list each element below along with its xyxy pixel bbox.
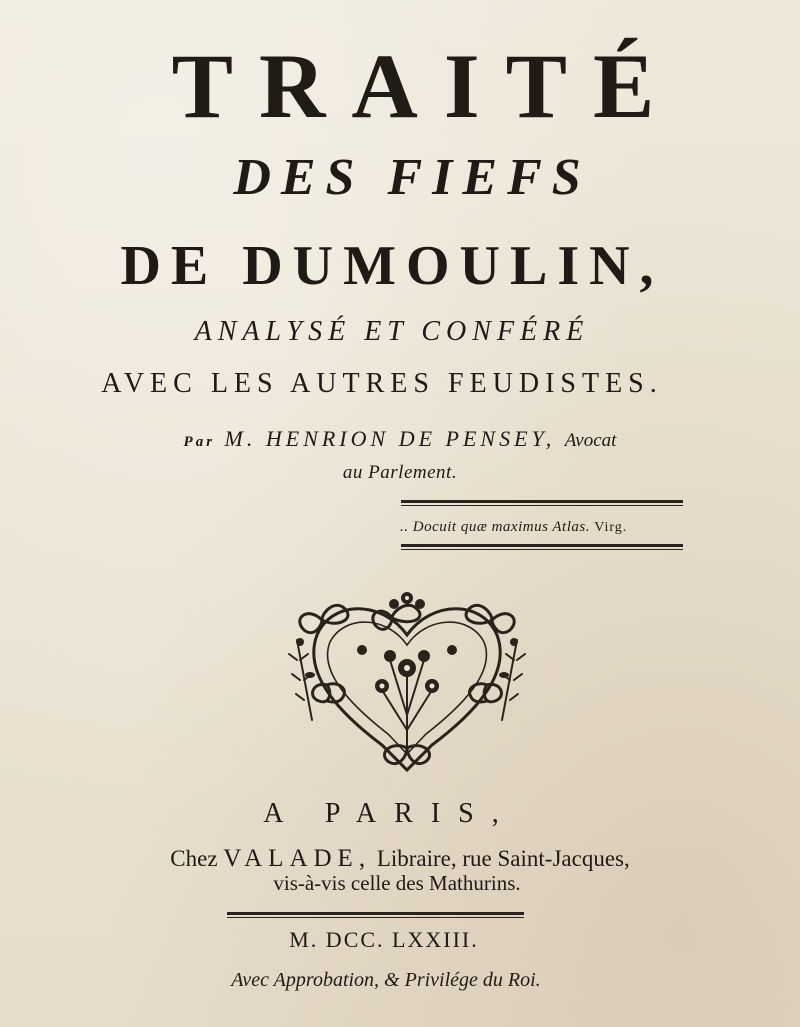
author-line [0,428,800,450]
epigraph [400,519,700,536]
imprint-approbation: Avec Approbation, & Privilége du Roi. [231,969,541,991]
author-role: Avocat [564,430,617,451]
imprint-chez: Chez [170,846,218,871]
epigraph-source: Virg. [594,520,628,535]
title-des-fiefs: DES FIEFS [233,149,591,206]
imprint-year: M. DCC. LXXIII. [289,927,479,952]
author-role-line2: au Parlement. [342,462,458,483]
floral-wreath-ornament-icon [282,580,532,785]
epigraph-text: .. Docuit quæ maximus Atlas. [400,519,590,535]
subtitle-feudistes: AVEC LES AUTRES FEUDISTES. [101,368,663,399]
double-rule-imprint [227,912,524,915]
imprint-address: vis-à-vis celle des Mathurins. [273,871,521,895]
double-rule-bottom [401,544,683,547]
double-rule-top [401,500,683,503]
imprint-publisher-line [0,846,800,871]
imprint-publisher-rest: Libraire, rue Saint-Jacques, [376,846,630,871]
subtitle-analyse: ANALYSÉ ET CONFÉRÉ [194,316,590,347]
title-traite: TRAITÉ [171,35,681,137]
title-de-dumoulin: DE DUMOULIN, [120,235,664,297]
author-name: M. HENRION DE PENSEY, [224,426,556,451]
imprint-publisher: VALADE, [223,845,372,872]
author-par: Par [183,434,216,450]
imprint-city: A PARIS, [263,798,517,829]
